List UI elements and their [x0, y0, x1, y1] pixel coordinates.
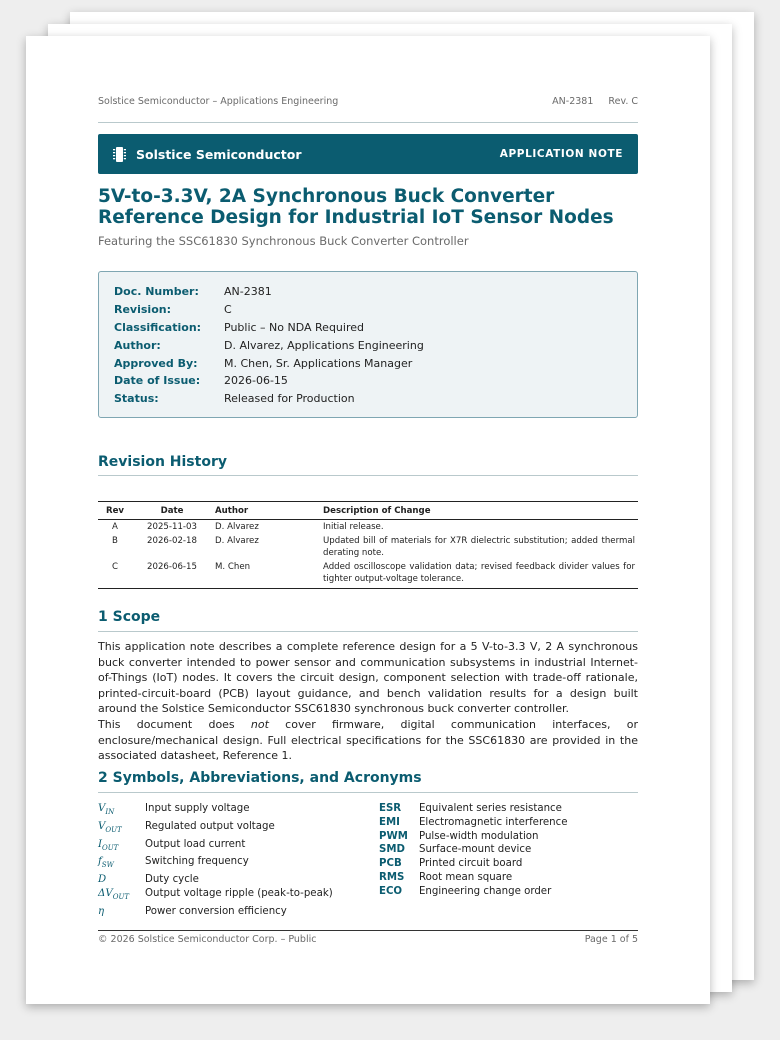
symbol [98, 887, 145, 905]
cell-date: 2026-02-18 [147, 535, 197, 546]
symbol-subscript: OUT [105, 825, 122, 834]
table-row [98, 534, 638, 560]
title-line-1: 5V-to-3.3V, 2A Synchronous Buck Converter [98, 186, 555, 207]
scope-paragraph-1: This application note describes a complete reference design for a 5 V-to-3.3 V, 2 A synchronous buck converter intended to power sensor and communication subsystems in industrial Internet-of-Things (IoT) nodes. It covers the circuit design, component selection with trade-off rationale, printed-circuit-board (PCB) layout guidance, and bench validation results for a design built around the Solstice Semiconductor SSC61830 synchronous buck converter controller. [98, 640, 638, 716]
info-key: Classification: [114, 320, 202, 334]
scope-p2-start: This document does [98, 718, 251, 731]
cell-rev: A [112, 522, 118, 532]
abbreviation-description: Surface-mount device [419, 844, 532, 856]
cell-description: Updated bill of materials for X7R dielectric substitution; added thermal derating note. [323, 535, 635, 558]
document-subtitle: Featuring the SSC61830 Synchronous Buck Converter Controller [98, 234, 469, 248]
symbol [98, 873, 145, 887]
scope-p2-emphasis: not [250, 718, 269, 731]
scope-heading: 1 Scope [98, 609, 161, 625]
abbreviation-description: Root mean square [419, 871, 513, 883]
list-item [98, 873, 368, 887]
list-item [98, 838, 368, 856]
symbol-subscript: OUT [102, 843, 119, 852]
symbol-subscript: OUT [112, 893, 130, 902]
cell-rev: B [112, 535, 118, 546]
info-key: Revision: [114, 303, 171, 317]
info-row [114, 390, 622, 408]
cell-date: 2026-06-15 [132, 560, 212, 589]
running-header-doc-number: AN-2381 [552, 96, 594, 107]
document-info-box [98, 271, 638, 418]
col-header-author: Author [212, 502, 320, 520]
symbol-base: V [98, 820, 106, 832]
info-row [114, 336, 622, 354]
table-row [98, 520, 638, 534]
info-value: AN-2381 [224, 285, 272, 299]
title-line-2: Reference Design for Industrial IoT Sensor Nodes [98, 207, 614, 228]
symbol-description: Input supply voltage [145, 803, 250, 814]
cell-date: 2025-11-03 [147, 522, 197, 532]
info-key: Date of Issue: [114, 374, 201, 388]
running-header [98, 96, 638, 107]
abbreviation: EMI [379, 816, 400, 828]
col-header-description: Description of Change [320, 502, 638, 520]
cell-description: Initial release. [323, 522, 384, 532]
document-title [98, 186, 638, 228]
list-item [379, 857, 638, 871]
list-item [98, 855, 368, 873]
scope-rule [98, 631, 638, 632]
list-item [379, 871, 638, 885]
symbol-subscript: SW [101, 861, 114, 870]
revision-history-table [98, 501, 638, 589]
abbreviations-list [379, 802, 638, 899]
list-item [98, 820, 368, 838]
info-value: M. Chen, Sr. Applications Manager [224, 356, 413, 370]
info-value: 2026-06-15 [224, 374, 288, 388]
abbreviation: SMD [379, 844, 405, 856]
info-key: Status: [114, 392, 159, 406]
cell-description: Added oscilloscope validation data; revised feedback divider values for tighter output-voltage tolerance. [320, 560, 638, 589]
list-item [379, 843, 638, 857]
symbol-description: Output load current [145, 838, 246, 850]
symbol-description: Switching frequency [145, 856, 249, 868]
info-row [114, 372, 622, 390]
symbol-subscript: IN [105, 808, 115, 817]
symbols-rule [98, 792, 638, 793]
col-header-rev: Rev [98, 502, 132, 520]
symbol [98, 838, 145, 856]
document-page [26, 36, 710, 1004]
symbol-base: ΔV [98, 888, 113, 900]
info-value: Public – No NDA Required [224, 320, 364, 334]
running-header-right [540, 96, 638, 107]
info-key: Author: [114, 338, 161, 352]
symbol-description: Power conversion efficiency [145, 905, 287, 917]
symbols-list [98, 802, 368, 919]
symbol-description: Regulated output voltage [145, 820, 275, 832]
abbreviation: ECO [379, 885, 403, 897]
abbreviation-description: Pulse-width modulation [419, 830, 539, 842]
table-header-row [98, 502, 638, 520]
revision-history-rule [98, 475, 638, 476]
abbreviation-description: Engineering change order [419, 885, 552, 897]
list-item [379, 816, 638, 830]
symbol-base: V [98, 803, 106, 814]
chip-icon [113, 146, 126, 163]
symbol-base: η [98, 905, 105, 917]
symbol [98, 855, 145, 873]
page-number: Page 1 of 5 [584, 934, 638, 945]
symbol-description: Output voltage ripple (peak-to-peak) [145, 888, 333, 900]
list-item [98, 905, 368, 919]
symbol [98, 820, 145, 838]
list-item [379, 830, 638, 844]
footer-rule [98, 930, 638, 931]
running-header-left: Solstice Semiconductor – Applications Engineering [98, 96, 339, 107]
abbreviation-description: Equivalent series resistance [419, 803, 562, 814]
cell-author: D. Alvarez [215, 522, 259, 532]
cell-author: D. Alvarez [215, 535, 259, 546]
revision-history-body [98, 520, 638, 589]
brand-banner [98, 134, 638, 174]
abbreviation-description: Electromagnetic interference [419, 816, 568, 828]
footer-copyright: © 2026 Solstice Semiconductor Corp. – Public [98, 934, 317, 945]
info-key: Approved By: [114, 356, 198, 370]
scope-paragraph-2 [98, 717, 638, 764]
symbol-description: Duty cycle [145, 874, 199, 886]
info-value: Released for Production [224, 392, 355, 406]
abbreviation: RMS [379, 871, 405, 883]
info-row [114, 319, 622, 337]
symbol [98, 905, 145, 919]
document-type-tag: APPLICATION NOTE [499, 148, 623, 160]
table-row [98, 560, 638, 589]
info-key: Doc. Number: [114, 285, 199, 299]
list-item [98, 802, 368, 820]
abbreviation: ESR [379, 803, 402, 814]
abbreviation: PCB [379, 858, 402, 870]
info-row [114, 301, 622, 319]
page-footer [98, 934, 638, 945]
cell-author: M. Chen [212, 560, 320, 589]
revision-history-heading: Revision History [98, 454, 227, 470]
list-item [379, 885, 638, 899]
symbol-base: f [98, 856, 102, 868]
info-row [114, 354, 622, 372]
symbol [98, 802, 145, 820]
list-item [379, 802, 638, 816]
scope-p2-end: cover firmware, digital communication interfaces, or enclosure/mechanical design. Full electrical specifications for the SSC61830 are provided in the associated datasheet, Reference 1. [98, 718, 639, 763]
col-header-date: Date [132, 502, 212, 520]
info-value: D. Alvarez, Applications Engineering [224, 338, 424, 352]
cell-rev: C [98, 560, 132, 589]
abbreviation-description: Printed circuit board [419, 858, 523, 870]
header-rule [98, 122, 638, 123]
brand [113, 146, 302, 163]
info-value: C [224, 303, 232, 317]
brand-name: Solstice Semiconductor [136, 146, 302, 162]
abbreviation: PWM [379, 830, 408, 842]
info-row [114, 283, 622, 301]
symbols-heading: 2 Symbols, Abbreviations, and Acronyms [98, 770, 422, 786]
symbol-base: I [98, 838, 103, 850]
running-header-revision: Rev. C [608, 96, 638, 107]
page-content [98, 36, 638, 1004]
symbol-base: D [98, 874, 107, 886]
list-item [98, 887, 368, 905]
